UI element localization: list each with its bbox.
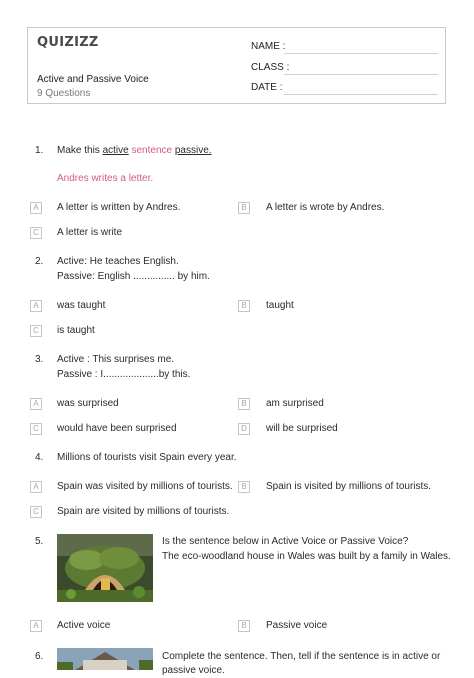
name-label: NAME : (251, 41, 286, 52)
question-number: 5. (35, 536, 44, 547)
option-b-box[interactable]: B (238, 398, 250, 410)
option-a-box[interactable]: A (30, 202, 42, 214)
option-b-box[interactable]: B (238, 481, 250, 493)
option-c-text[interactable]: Spain are visited by millions of tourists. (57, 506, 230, 517)
option-a-box[interactable]: A (30, 481, 42, 493)
worksheet-header (27, 27, 446, 104)
date-line (284, 94, 438, 95)
question-number: 6. (35, 651, 44, 662)
option-d-box[interactable]: D (238, 423, 250, 435)
option-b-text[interactable]: Spain is visited by millions of tourists. (266, 481, 432, 492)
house-photo-2 (57, 648, 153, 670)
option-c-box[interactable]: C (30, 506, 42, 518)
option-b-text[interactable]: taught (266, 300, 294, 311)
quizizz-logo: QUIZIZZ (37, 35, 99, 50)
question-count: 9 Questions (37, 88, 91, 99)
option-b-text[interactable]: A letter is wrote by Andres. (266, 202, 385, 213)
class-label: CLASS : (251, 62, 290, 73)
date-label: DATE : (251, 82, 283, 93)
option-b-box[interactable]: B (238, 202, 250, 214)
option-b-text[interactable]: am surprised (266, 398, 324, 409)
question-text: Millions of tourists visit Spain every year. (57, 452, 237, 463)
question-number: 2. (35, 256, 44, 267)
option-a-text[interactable]: Spain was visited by millions of tourists. (57, 481, 233, 492)
house-photo (57, 534, 153, 602)
class-line (284, 74, 438, 75)
option-c-text[interactable]: A letter is write (57, 227, 123, 238)
name-line (284, 53, 438, 54)
question-text: Make this active sentence passive. (57, 145, 212, 156)
option-a-box[interactable]: A (30, 300, 42, 312)
option-a-text[interactable]: was taught (57, 300, 106, 311)
question-text: Active: He teaches English. (57, 256, 179, 267)
option-b-text[interactable]: Passive voice (266, 620, 328, 631)
question-number: 1. (35, 145, 44, 156)
option-c-box[interactable]: C (30, 423, 42, 435)
option-c-box[interactable]: C (30, 325, 42, 337)
question-text: Active : This surprises me. (57, 354, 175, 365)
option-c-text[interactable]: is taught (57, 325, 95, 336)
option-d-text[interactable]: will be surprised (266, 423, 338, 434)
option-a-box[interactable]: A (30, 620, 42, 632)
question-number: 3. (35, 354, 44, 365)
option-b-box[interactable]: B (238, 300, 250, 312)
option-c-box[interactable]: C (30, 227, 42, 239)
option-a-text[interactable]: Active voice (57, 620, 111, 631)
option-b-box[interactable]: B (238, 620, 250, 632)
option-a-text[interactable]: A letter is written by Andres. (57, 202, 181, 213)
worksheet-title: Active and Passive Voice (37, 74, 149, 85)
option-a-box[interactable]: A (30, 398, 42, 410)
question-number: 4. (35, 452, 44, 463)
option-a-text[interactable]: was surprised (57, 398, 119, 409)
option-c-text[interactable]: would have been surprised (57, 423, 177, 434)
